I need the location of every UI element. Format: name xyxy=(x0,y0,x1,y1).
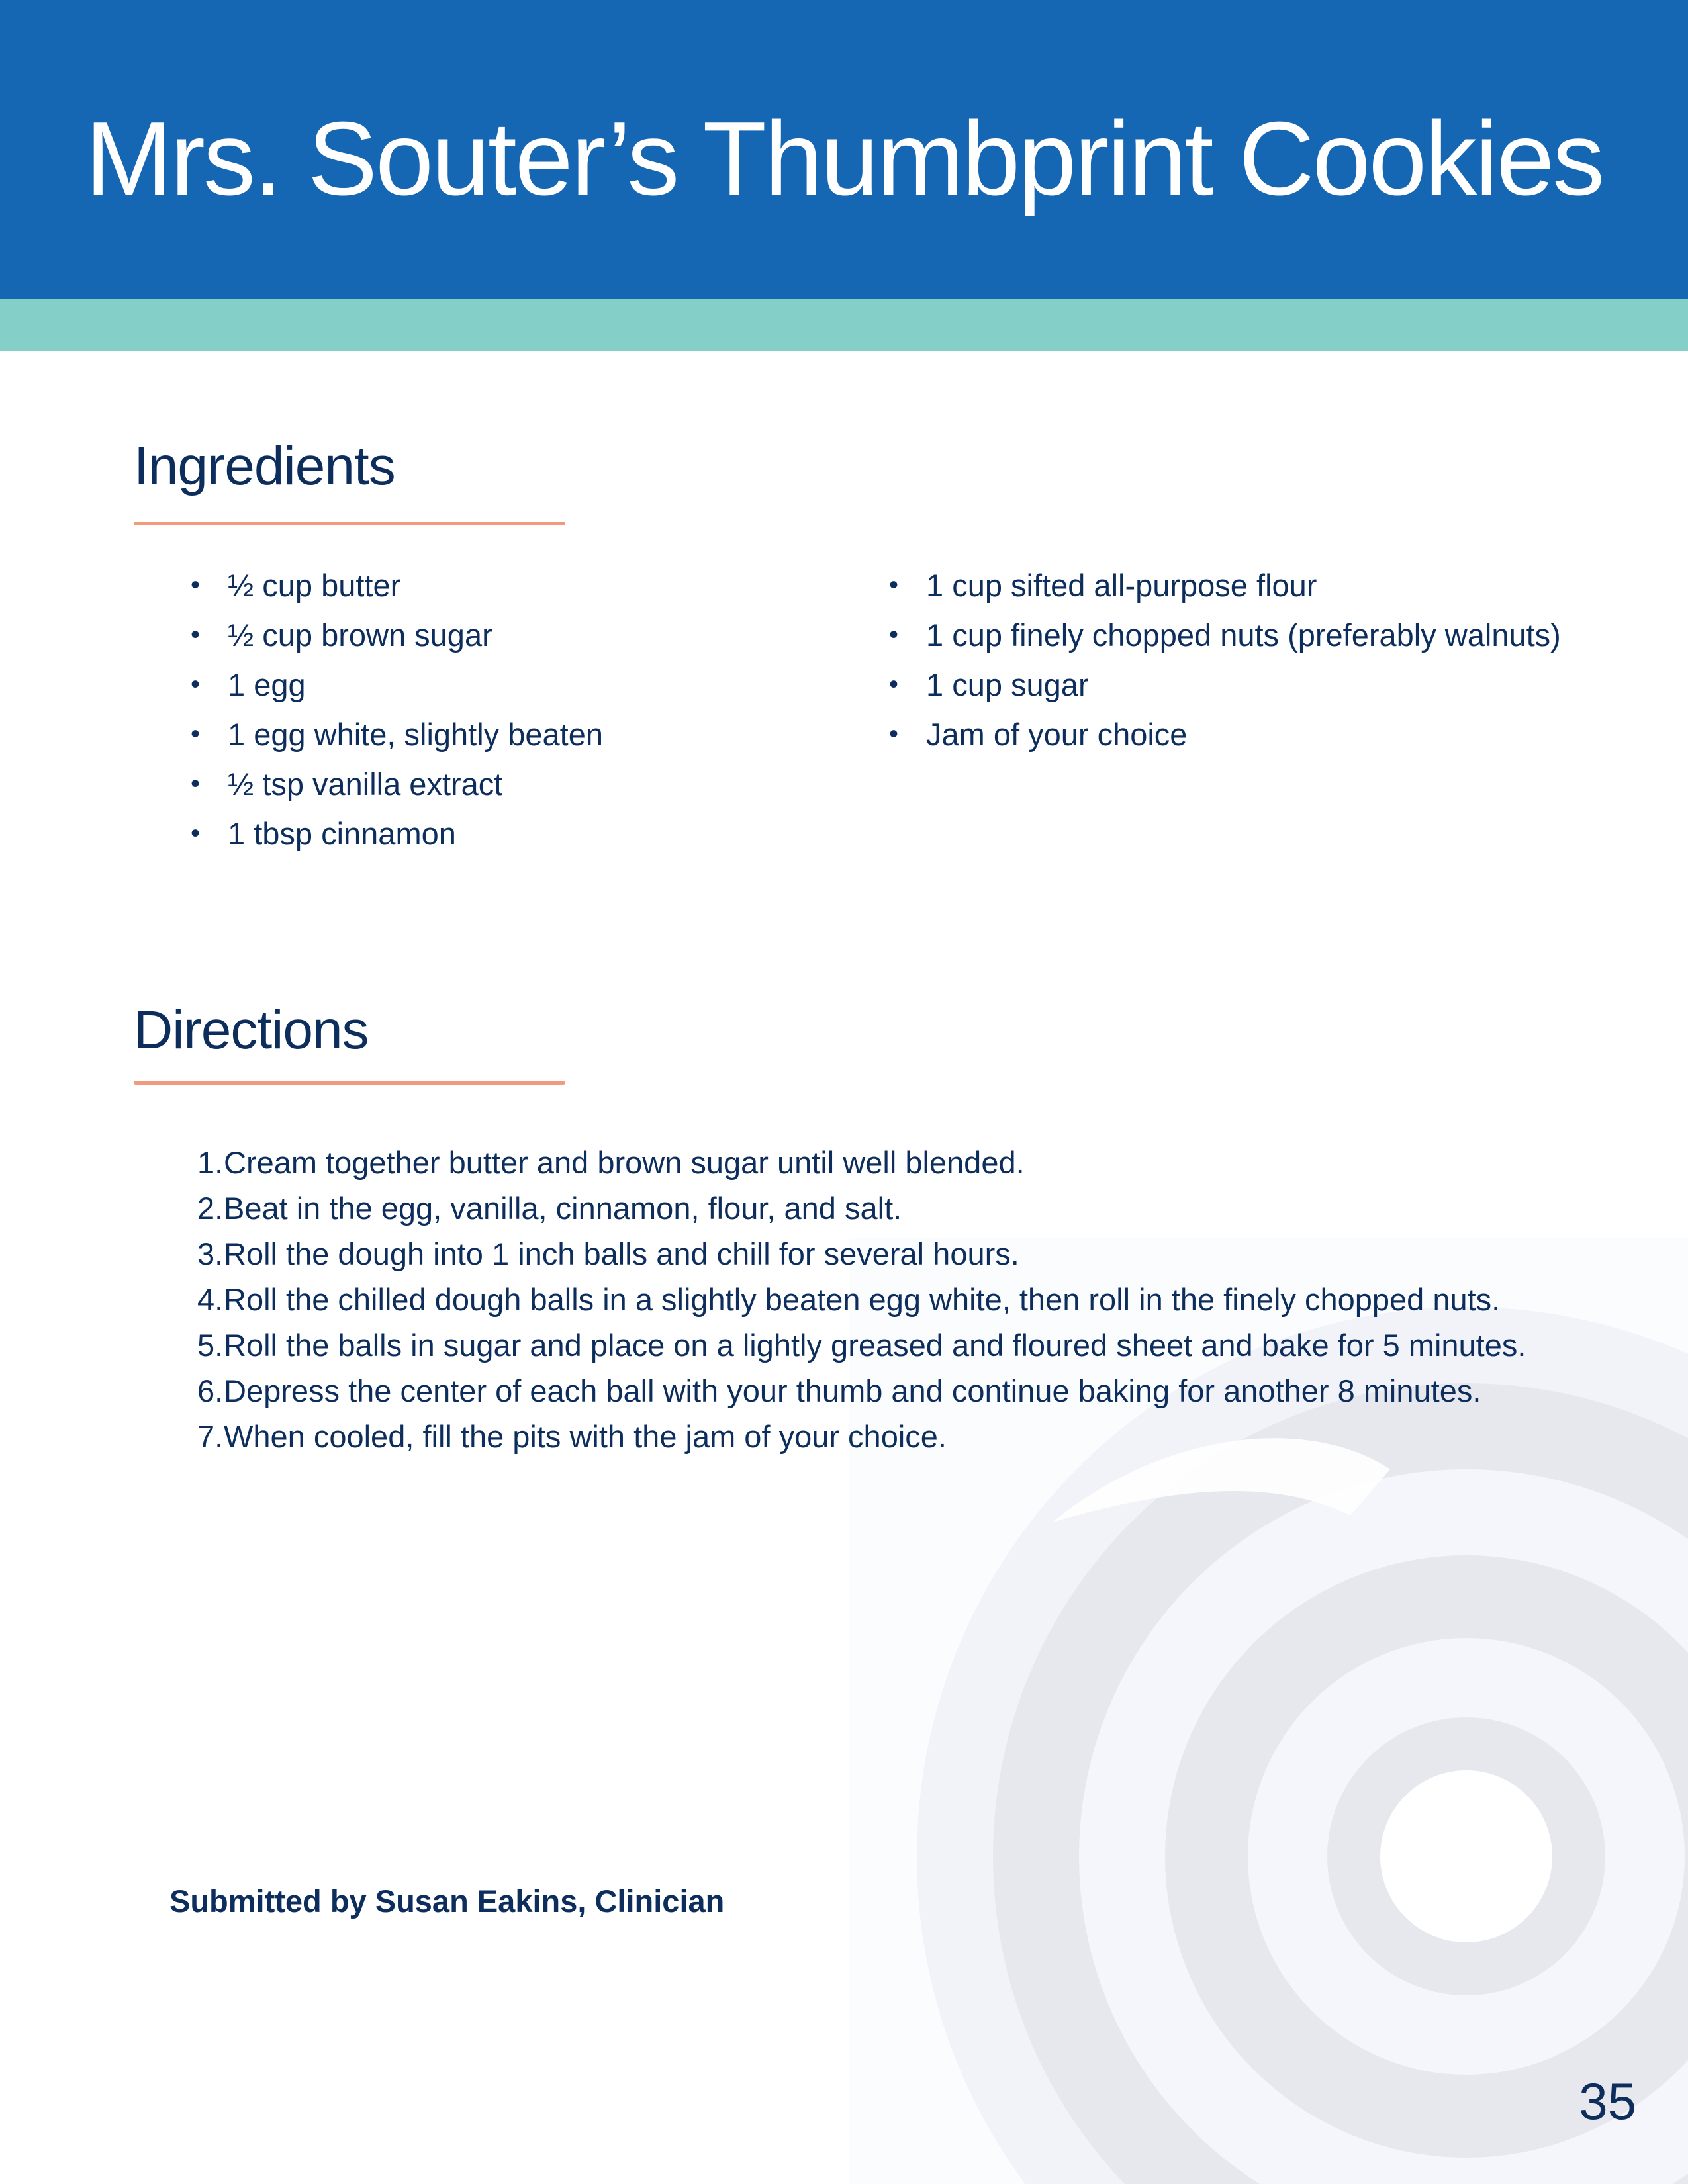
step-text: Depress the center of each ball with your thumb and continue baking for another 8 minutes. xyxy=(224,1373,1481,1408)
direction-step xyxy=(197,1414,1526,1459)
direction-step xyxy=(197,1231,1526,1277)
ingredients-list-left xyxy=(191,561,603,858)
ingredient-item: • 1 cup sifted all-purpose flour xyxy=(889,561,1561,610)
ingredient-item: • ½ cup brown sugar xyxy=(191,610,603,660)
ingredient-item: • Jam of your choice xyxy=(889,709,1561,759)
step-text: Beat in the egg, vanilla, cinnamon, flour, and salt. xyxy=(224,1191,902,1226)
ingredient-item: • ½ tsp vanilla extract xyxy=(191,759,603,809)
step-number: 4. xyxy=(197,1282,224,1317)
submitted-by-credit: Submitted by Susan Eakins, Clinician xyxy=(169,1884,725,1919)
step-number: 7. xyxy=(197,1419,224,1454)
recipe-title: Mrs. Souter’s Thumbprint Cookies xyxy=(85,101,1603,217)
header-accent-stripe xyxy=(0,299,1688,351)
ingredients-underline xyxy=(134,522,565,525)
directions-underline xyxy=(134,1081,565,1085)
ingredient-item: • 1 cup sugar xyxy=(889,660,1561,709)
ingredient-item: • 1 tbsp cinnamon xyxy=(191,809,603,858)
direction-step xyxy=(197,1322,1526,1368)
step-number: 5. xyxy=(197,1328,224,1363)
step-number: 6. xyxy=(197,1373,224,1408)
page-number: 35 xyxy=(1579,2072,1636,2130)
ingredient-item: • ½ cup butter xyxy=(191,561,603,610)
ingredient-item: • 1 egg white, slightly beaten xyxy=(191,709,603,759)
ingredients-heading: Ingredients xyxy=(134,436,395,496)
step-number: 1. xyxy=(197,1145,224,1180)
direction-step xyxy=(197,1140,1526,1185)
ingredient-item: • 1 egg xyxy=(191,660,603,709)
ingredient-item: • 1 cup finely chopped nuts (preferably walnuts) xyxy=(889,610,1561,660)
ingredients-list-right xyxy=(889,561,1561,759)
directions-list xyxy=(197,1140,1526,1459)
step-text: Roll the balls in sugar and place on a lightly greased and floured sheet and bake for 5 minutes. xyxy=(224,1328,1526,1363)
step-text: Cream together butter and brown sugar until well blended. xyxy=(224,1145,1025,1180)
step-text: Roll the dough into 1 inch balls and chill for several hours. xyxy=(224,1236,1019,1271)
step-text: Roll the chilled dough balls in a slightly beaten egg white, then roll in the finely chopped nuts. xyxy=(224,1282,1501,1317)
direction-step xyxy=(197,1277,1526,1322)
step-text: When cooled, fill the pits with the jam of your choice. xyxy=(224,1419,947,1454)
step-number: 3. xyxy=(197,1236,224,1271)
directions-heading: Directions xyxy=(134,1000,369,1060)
direction-step xyxy=(197,1368,1526,1414)
direction-step xyxy=(197,1185,1526,1231)
step-number: 2. xyxy=(197,1191,224,1226)
